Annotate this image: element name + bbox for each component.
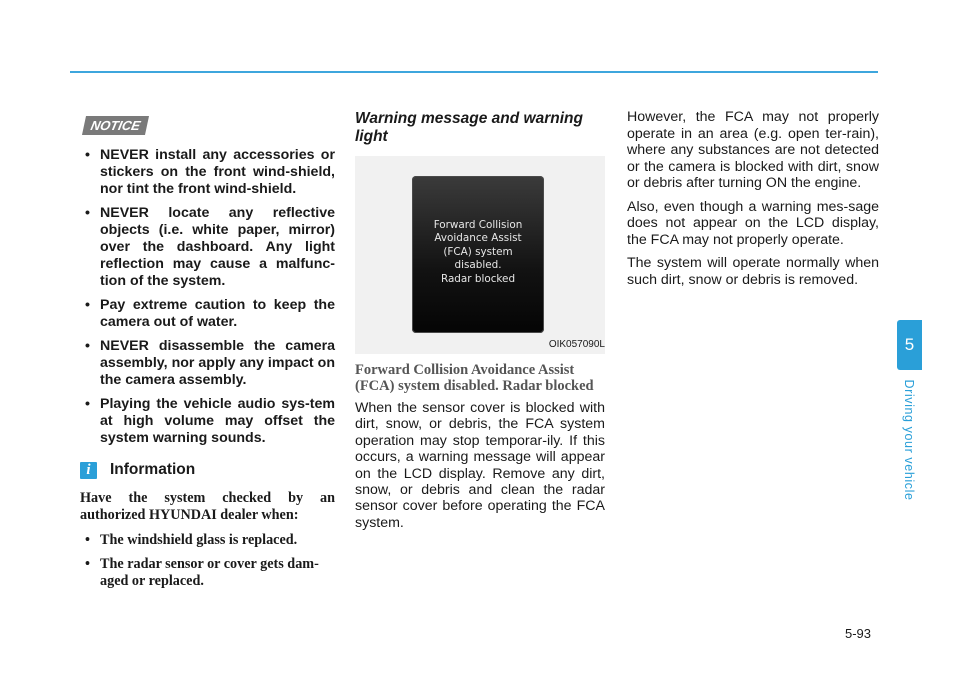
- middle-column: [355, 110, 605, 531]
- cluster-display-image: [355, 156, 605, 354]
- chapter-tab: 5: [897, 320, 922, 370]
- information-title: Information: [110, 461, 196, 478]
- notice-item: • NEVER locate any reflective objects (i.e. white paper, mirror) over the dashboard. Any light reflection may cause a malfunc-tion of the system.: [80, 205, 335, 290]
- paragraph: Also, even though a warning mes-sage does not appear on the LCD display, the FCA may not properly operate.: [627, 198, 879, 248]
- notice-item: • Playing the vehicle audio sys-tem at high volume may offset the system warning sounds.: [80, 396, 335, 447]
- right-column: [627, 109, 879, 295]
- information-list: [80, 532, 335, 590]
- chapter-title: Driving your vehicle: [902, 379, 916, 501]
- paragraph: However, the FCA may not properly operate in an area (e.g. open ter-rain), where any substances are not detected or the camera is blocked with dirt, snow or debris after turning ON the engine.: [627, 109, 879, 191]
- header-rule: [70, 71, 878, 73]
- information-item: • The radar sensor or cover gets dam-aged or replaced.: [80, 556, 335, 590]
- warning-body: When the sensor cover is blocked with dirt, snow, or debris, the FCA system operation may stop temporar-ily. If this occurs, a warning message will appear on the LCD display. Remove any dirt, snow, or debris and clean the radar sensor cover before operating the FCA system.: [355, 400, 605, 531]
- lcd-warning-message: Forward Collision Avoidance Assist (FCA) system disabled. Radar blocked: [433, 219, 523, 285]
- notice-item: • NEVER install any accessories or stickers on the front wind-shield, nor tint the front wind-shield.: [80, 147, 335, 198]
- lcd-display: [412, 176, 544, 333]
- warning-heading: Warning message and warning light: [355, 110, 583, 145]
- notice-list: [80, 147, 335, 447]
- warning-caption: Forward Collision Avoidance Assist (FCA) system disabled. Radar blocked: [355, 362, 594, 394]
- left-column: [80, 116, 335, 597]
- paragraph: The system will operate normally when such dirt, snow or debris is removed.: [627, 255, 879, 288]
- information-text: Have the system checked by an authorized HYUNDAI dealer when:: [80, 490, 335, 523]
- information-header: [80, 461, 335, 479]
- notice-badge: NOTICE: [82, 116, 149, 135]
- notice-item: • Pay extreme caution to keep the camera out of water.: [80, 297, 335, 331]
- information-item: • The windshield glass is replaced.: [80, 532, 335, 549]
- page-number: 5-93: [845, 626, 872, 641]
- notice-item: • NEVER disassemble the camera assembly, nor apply any impact on the camera assembly.: [80, 338, 335, 389]
- info-icon: i: [80, 462, 97, 479]
- image-code: OIK057090L: [548, 339, 605, 350]
